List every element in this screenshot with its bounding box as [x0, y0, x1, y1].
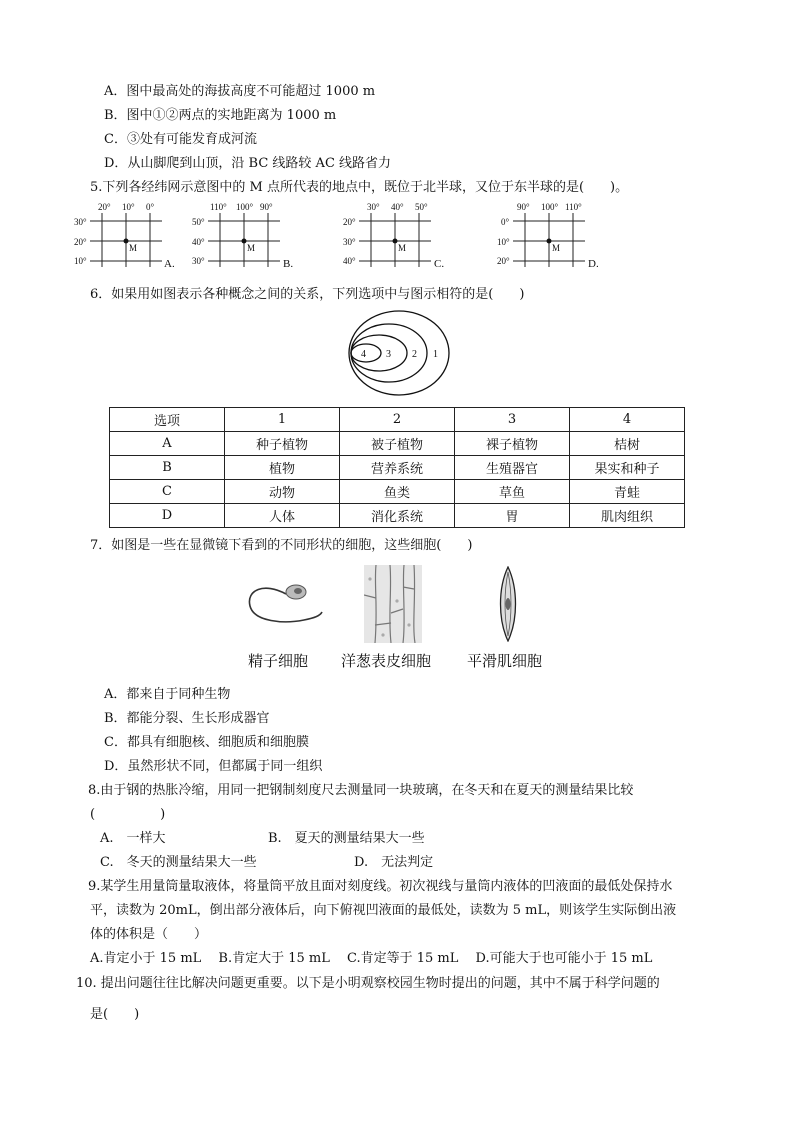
q5-stem: 5.下列各经纬网示意图中的 M 点所代表的地点中，既位于北半球，又位于东半球的是( )。 [90, 180, 629, 195]
caption-onion-cell: 洋葱表皮细胞 [341, 652, 432, 670]
q5-grid-a [74, 201, 184, 271]
svg-text:110°: 110° [565, 202, 582, 212]
svg-text:1: 1 [433, 349, 438, 360]
svg-text:M: M [398, 243, 407, 253]
q7-option-b: B．都能分裂、生长形成器官 [104, 711, 270, 726]
onion-epidermis-image [364, 565, 422, 643]
q8-option-d: D. 无法判定 [354, 855, 434, 870]
svg-text:50°: 50° [192, 217, 205, 227]
nested-circles-diagram [347, 309, 451, 397]
svg-text:0°: 0° [501, 217, 510, 227]
q8-stem-line2: ( ) [90, 807, 166, 822]
q4-option-d: D．从山脚爬到山顶，沿 BC 线路较 AC 线路省力 [104, 156, 392, 171]
svg-text:20°: 20° [497, 256, 510, 266]
svg-text:20°: 20° [98, 202, 111, 212]
q6-stem: 6．如果用如图表示各种概念之间的关系，下列选项中与图示相符的是( ) [90, 287, 525, 302]
q9-stem-line3: 体的体积是（ ） [90, 927, 208, 942]
table-row: D 人体 消化系统 胃 肌肉组织 [110, 504, 685, 528]
caption-muscle-cell: 平滑肌细胞 [467, 652, 543, 670]
svg-text:3: 3 [386, 349, 391, 360]
q9-stem-line1: 9.某学生用量筒量取液体，将量筒平放且面对刻度线。初次视线与量筒内液体的凹液面的最低处保持水 [88, 879, 673, 894]
q7-stem: 7．如图是一些在显微镜下看到的不同形状的细胞，这些细胞( ) [90, 538, 473, 553]
m-point [547, 239, 552, 244]
svg-text:20°: 20° [343, 217, 356, 227]
svg-text:B.: B. [283, 258, 294, 270]
q7-option-d: D．虽然形状不同，但都属于同一组织 [104, 759, 323, 774]
svg-text:30°: 30° [74, 217, 87, 227]
q8-stem-line1: 8.由于钢的热胀冷缩，用同一把钢制刻度尺去测量同一块玻璃，在冬天和在夏天的测量结果比较 [88, 783, 634, 798]
sperm-cell-image [244, 576, 326, 628]
svg-text:M: M [129, 243, 138, 253]
svg-text:M: M [247, 243, 256, 253]
svg-text:2: 2 [412, 349, 417, 360]
svg-text:50°: 50° [415, 202, 428, 212]
q5-grid-c [343, 201, 455, 271]
q5-grid-b [192, 201, 304, 271]
table-header-row: 选项 1 2 3 4 [110, 408, 685, 432]
q8-option-b: B. 夏天的测量结果大一些 [268, 831, 425, 846]
q6-options-table [109, 407, 685, 528]
q5-grid-d [497, 201, 609, 271]
smooth-muscle-cell-image [496, 566, 520, 642]
svg-text:90°: 90° [517, 202, 530, 212]
q8-option-c: C. 冬天的测量结果大一些 [100, 855, 257, 870]
q9-stem-line2: 平，读数为 20mL，倒出部分液体后，向下俯视凹液面的最低处，读数为 5 mL，则该学生实际倒出液 [90, 903, 677, 918]
svg-text:D.: D. [588, 258, 599, 270]
svg-text:10°: 10° [497, 237, 510, 247]
q7-option-c: C．都具有细胞核、细胞质和细胞膜 [104, 735, 309, 750]
svg-text:100°: 100° [541, 202, 559, 212]
svg-text:30°: 30° [192, 256, 205, 266]
svg-text:0°: 0° [146, 202, 155, 212]
svg-text:4: 4 [361, 349, 366, 360]
m-point [124, 239, 129, 244]
svg-text:M: M [552, 243, 561, 253]
svg-text:110°: 110° [210, 202, 227, 212]
caption-sperm-cell: 精子细胞 [248, 652, 309, 670]
q10-stem-line1: 10. 提出问题往往比解决问题更重要。以下是小明观察校园生物时提出的问题，其中不属于科学问题的 [76, 976, 660, 991]
svg-text:A.: A. [164, 258, 175, 270]
q10-stem-line2: 是( ) [90, 1007, 140, 1022]
m-point [242, 239, 247, 244]
svg-text:30°: 30° [343, 237, 356, 247]
table-row: A 种子植物 被子植物 裸子植物 桔树 [110, 432, 685, 456]
svg-text:10°: 10° [74, 256, 87, 266]
q4-option-c: C．③处有可能发育成河流 [104, 132, 257, 147]
svg-text:40°: 40° [343, 256, 356, 266]
svg-text:40°: 40° [192, 237, 205, 247]
q8-option-a: A. 一样大 [100, 831, 166, 846]
table-row: C 动物 鱼类 草鱼 青蛙 [110, 480, 685, 504]
table-row: B 植物 营养系统 生殖器官 果实和种子 [110, 456, 685, 480]
svg-text:10°: 10° [122, 202, 135, 212]
svg-text:C.: C. [434, 258, 445, 270]
svg-text:40°: 40° [391, 202, 404, 212]
svg-text:90°: 90° [260, 202, 273, 212]
q4-option-a: A．图中最高处的海拔高度不可能超过 1000 m [104, 84, 376, 99]
q4-option-b: B．图中①②两点的实地距离为 1000 m [104, 108, 337, 123]
svg-text:30°: 30° [367, 202, 380, 212]
q9-options: A.肯定小于 15 mL B.肯定大于 15 mL C.肯定等于 15 mL D.可能大于也可能小于 15 mL [90, 951, 653, 966]
m-point [393, 239, 398, 244]
svg-text:100°: 100° [236, 202, 254, 212]
q7-option-a: A．都来自于同种生物 [104, 687, 231, 702]
svg-text:20°: 20° [74, 237, 87, 247]
